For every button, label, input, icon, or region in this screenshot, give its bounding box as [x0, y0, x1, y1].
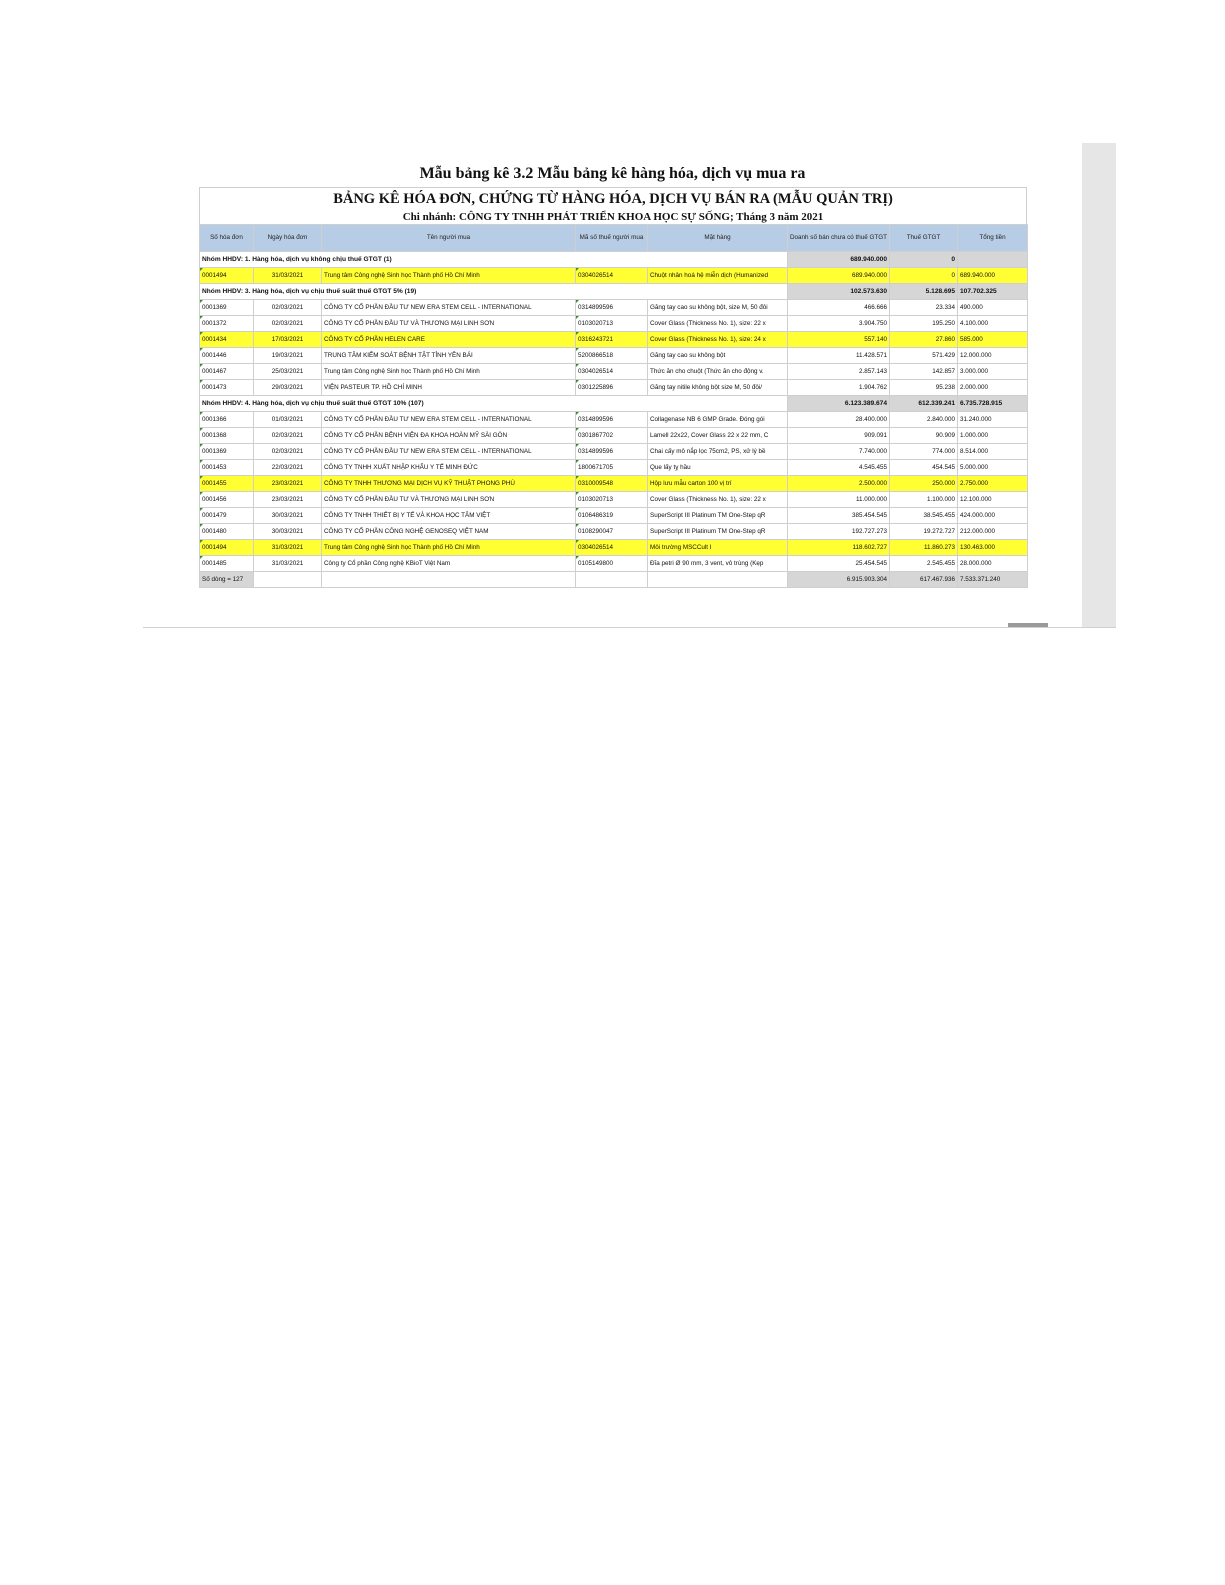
table-row	[200, 412, 1028, 428]
total-cell[interactable]: 31.240.000	[958, 412, 1028, 428]
group-label-cell[interactable]: Nhóm HHDV: 4. Hàng hóa, dịch vụ chịu thuế suất thuế GTGT 10% (107)	[200, 396, 788, 412]
invoice-date-cell[interactable]: 01/03/2021	[254, 412, 322, 428]
group-label-cell[interactable]: Nhóm HHDV: 3. Hàng hóa, dịch vụ chịu thuế suất thuế GTGT 5% (19)	[200, 284, 788, 300]
item-cell[interactable]: Cover Glass (Thickness No. 1), size: 24 x	[648, 332, 788, 348]
invoice-date-cell[interactable]: 22/03/2021	[254, 460, 322, 476]
vat-cell[interactable]: 27.860	[890, 332, 958, 348]
buyer-name-cell[interactable]: Trung tâm Công nghệ Sinh học Thành phố Hồ Chí Minh	[322, 364, 576, 380]
header-row	[200, 225, 1028, 252]
sum-vat-cell[interactable]: 617.467.936	[890, 572, 958, 588]
invoice-no-cell[interactable]: 0001494	[200, 540, 254, 556]
buyer-name-cell[interactable]: CÔNG TY CỔ PHẦN ĐẦU TƯ NEW ERA STEM CELL - INTERNATIONAL	[322, 412, 576, 428]
total-cell[interactable]: 424.000.000	[958, 508, 1028, 524]
invoice-date-cell[interactable]: 23/03/2021	[254, 492, 322, 508]
item-cell[interactable]: Cover Glass (Thickness No. 1), size: 22 x	[648, 492, 788, 508]
revenue-cell[interactable]: 11.000.000	[788, 492, 890, 508]
vat-cell[interactable]: 571.429	[890, 348, 958, 364]
group-total-cell[interactable]	[958, 252, 1028, 268]
total-cell[interactable]: 490.000	[958, 300, 1028, 316]
vat-cell[interactable]: 11.860.273	[890, 540, 958, 556]
empty-cell[interactable]	[322, 572, 576, 588]
invoice-no-cell[interactable]: 0001473	[200, 380, 254, 396]
item-cell[interactable]: Găng tay cao su không bột, size M, 50 đôi	[648, 300, 788, 316]
invoice-date-cell[interactable]: 17/03/2021	[254, 332, 322, 348]
invoice-date-cell[interactable]: 19/03/2021	[254, 348, 322, 364]
buyer-tax-code-cell[interactable]: 0316243721	[576, 332, 648, 348]
buyer-name-cell[interactable]: CÔNG TY TNHH XUẤT NHẬP KHẨU Y TẾ MINH ĐỨC	[322, 460, 576, 476]
item-cell[interactable]: Găng tay nitile không bột size M, 50 đôi/	[648, 380, 788, 396]
vat-cell[interactable]: 2.840.000	[890, 412, 958, 428]
invoice-date-cell[interactable]: 02/03/2021	[254, 444, 322, 460]
item-cell[interactable]: Que lấy tỵ hầu	[648, 460, 788, 476]
summary-row	[200, 572, 1028, 588]
total-cell[interactable]: 130.463.000	[958, 540, 1028, 556]
vat-cell[interactable]: 19.272.727	[890, 524, 958, 540]
table-row	[200, 332, 1028, 348]
total-cell[interactable]: 1.000.000	[958, 428, 1028, 444]
table-row	[200, 348, 1028, 364]
group-revenue-cell[interactable]: 6.123.389.674	[788, 396, 890, 412]
revenue-cell[interactable]: 2.500.000	[788, 476, 890, 492]
table-row	[200, 556, 1028, 572]
item-cell[interactable]: Môi trường MSCCult I	[648, 540, 788, 556]
vat-cell[interactable]: 1.100.000	[890, 492, 958, 508]
vat-cell[interactable]: 142.857	[890, 364, 958, 380]
group-row	[200, 252, 1028, 268]
buyer-tax-code-cell[interactable]: 0314899596	[576, 300, 648, 316]
group-row	[200, 396, 1028, 412]
total-cell[interactable]: 4.100.000	[958, 316, 1028, 332]
buyer-name-cell[interactable]: CÔNG TY CỔ PHẦN ĐẦU TƯ VÀ THƯƠNG MẠI LINH SƠN	[322, 316, 576, 332]
table-row	[200, 268, 1028, 284]
group-total-cell[interactable]: 6.735.728.915	[958, 396, 1028, 412]
item-cell[interactable]: Chuột nhân hoá hệ miễn dịch (Humanized	[648, 268, 788, 284]
item-cell[interactable]: Hộp lưu mẫu carton 100 vị trí	[648, 476, 788, 492]
item-cell[interactable]: Thức ăn cho chuột (Thức ăn cho động v.	[648, 364, 788, 380]
invoice-date-cell[interactable]: 25/03/2021	[254, 364, 322, 380]
buyer-name-cell[interactable]: Trung tâm Công nghệ Sinh học Thành phố Hồ Chí Minh	[322, 540, 576, 556]
invoice-no-cell[interactable]: 0001494	[200, 268, 254, 284]
buyer-name-cell[interactable]: CÔNG TY TNHH THƯƠNG MẠI DỊCH VỤ KỸ THUẬT PHONG PHÚ	[322, 476, 576, 492]
invoice-date-cell[interactable]: 23/03/2021	[254, 476, 322, 492]
invoice-date-cell[interactable]: 02/03/2021	[254, 300, 322, 316]
buyer-name-cell[interactable]: CÔNG TY CỔ PHẦN HELEN CARE	[322, 332, 576, 348]
total-cell[interactable]: 2.750.000	[958, 476, 1028, 492]
total-cell[interactable]: 212.000.000	[958, 524, 1028, 540]
buyer-tax-code-cell[interactable]: 0304026514	[576, 268, 648, 284]
col-header-total[interactable]: Tổng tiền	[958, 225, 1028, 252]
table-row	[200, 460, 1028, 476]
total-cell[interactable]: 5.000.000	[958, 460, 1028, 476]
item-cell[interactable]: Chai cấy mô nắp lọc 75cm2, PS, xử lý bề	[648, 444, 788, 460]
invoice-table	[199, 224, 1028, 588]
invoice-date-cell[interactable]: 29/03/2021	[254, 380, 322, 396]
vat-cell[interactable]: 2.545.455	[890, 556, 958, 572]
revenue-cell[interactable]: 3.904.750	[788, 316, 890, 332]
total-cell[interactable]: 28.000.000	[958, 556, 1028, 572]
group-total-cell[interactable]: 107.702.325	[958, 284, 1028, 300]
invoice-date-cell[interactable]: 31/03/2021	[254, 268, 322, 284]
buyer-tax-code-cell[interactable]: 0103020713	[576, 492, 648, 508]
revenue-cell[interactable]: 385.454.545	[788, 508, 890, 524]
col-header-buyer-name[interactable]: Tên người mua	[322, 225, 576, 252]
revenue-cell[interactable]: 557.140	[788, 332, 890, 348]
invoice-date-cell[interactable]: 31/03/2021	[254, 540, 322, 556]
empty-cell[interactable]	[648, 572, 788, 588]
buyer-name-cell[interactable]: CÔNG TY CỔ PHẦN ĐẦU TƯ NEW ERA STEM CELL - INTERNATIONAL	[322, 300, 576, 316]
invoice-date-cell[interactable]: 31/03/2021	[254, 556, 322, 572]
buyer-tax-code-cell[interactable]: 0314899596	[576, 444, 648, 460]
item-cell[interactable]: Găng tay cao su không bột	[648, 348, 788, 364]
buyer-name-cell[interactable]: CÔNG TY TNHH THIẾT BỊ Y TẾ VÀ KHOA HỌC TÂM VIỆT	[322, 508, 576, 524]
sum-revenue-cell[interactable]: 6.915.903.304	[788, 572, 890, 588]
spreadsheet	[199, 187, 1027, 588]
table-row	[200, 476, 1028, 492]
buyer-name-cell[interactable]: Công ty Cổ phần Công nghệ KBioT Việt Nam	[322, 556, 576, 572]
col-header-item[interactable]: Mặt hàng	[648, 225, 788, 252]
total-cell[interactable]: 12.100.000	[958, 492, 1028, 508]
buyer-tax-code-cell[interactable]: 0304026514	[576, 540, 648, 556]
buyer-tax-code-cell[interactable]: 0108290047	[576, 524, 648, 540]
buyer-tax-code-cell[interactable]: 0310009548	[576, 476, 648, 492]
buyer-tax-code-cell[interactable]: 5200866518	[576, 348, 648, 364]
col-header-revenue[interactable]: Doanh số bán chưa có thuế GTGT	[788, 225, 890, 252]
revenue-cell[interactable]: 909.091	[788, 428, 890, 444]
buyer-name-cell[interactable]: Trung tâm Công nghệ Sinh học Thành phố Hồ Chí Minh	[322, 268, 576, 284]
table-row	[200, 492, 1028, 508]
buyer-name-cell[interactable]: CÔNG TY CỔ PHẦN ĐẦU TƯ NEW ERA STEM CELL - INTERNATIONAL	[322, 444, 576, 460]
buyer-name-cell[interactable]: CÔNG TY CỔ PHẦN ĐẦU TƯ VÀ THƯƠNG MẠI LINH SƠN	[322, 492, 576, 508]
invoice-no-cell[interactable]: 0001485	[200, 556, 254, 572]
col-header-vat[interactable]: Thuế GTGT	[890, 225, 958, 252]
buyer-tax-code-cell[interactable]: 0103020713	[576, 316, 648, 332]
group-vat-cell[interactable]: 0	[890, 252, 958, 268]
col-header-invoice-date[interactable]: Ngày hóa đơn	[254, 225, 322, 252]
table-row	[200, 380, 1028, 396]
group-vat-cell[interactable]: 5.128.695	[890, 284, 958, 300]
table-row	[200, 316, 1028, 332]
table-row	[200, 428, 1028, 444]
table-row	[200, 444, 1028, 460]
vertical-scrollbar[interactable]	[1082, 143, 1116, 627]
sum-total-cell[interactable]: 7.533.371.240	[958, 572, 1028, 588]
item-cell[interactable]: SuperScript III Platinum TM One-Step qR	[648, 508, 788, 524]
buyer-tax-code-cell[interactable]: 0304026514	[576, 364, 648, 380]
col-header-invoice-no[interactable]: Số hóa đơn	[200, 225, 254, 252]
vat-cell[interactable]: 454.545	[890, 460, 958, 476]
invoice-no-cell[interactable]: 0001456	[200, 492, 254, 508]
revenue-cell[interactable]: 28.400.000	[788, 412, 890, 428]
group-row	[200, 284, 1028, 300]
total-cell[interactable]: 3.000.000	[958, 364, 1028, 380]
revenue-cell[interactable]: 192.727.273	[788, 524, 890, 540]
invoice-no-cell[interactable]: 0001372	[200, 316, 254, 332]
vat-cell[interactable]: 774.000	[890, 444, 958, 460]
total-cell[interactable]: 8.514.000	[958, 444, 1028, 460]
empty-cell[interactable]	[254, 572, 322, 588]
invoice-date-cell[interactable]: 30/03/2021	[254, 524, 322, 540]
revenue-cell[interactable]: 2.857.143	[788, 364, 890, 380]
total-cell[interactable]: 689.940.000	[958, 268, 1028, 284]
vat-cell[interactable]: 195.250	[890, 316, 958, 332]
invoice-date-cell[interactable]: 02/03/2021	[254, 428, 322, 444]
item-cell[interactable]: Lamell 22x22, Cover Glass 22 x 22 mm, C	[648, 428, 788, 444]
group-label-cell[interactable]: Nhóm HHDV: 1. Hàng hóa, dịch vụ không chịu thuế GTGT (1)	[200, 252, 788, 268]
total-cell[interactable]: 2.000.000	[958, 380, 1028, 396]
revenue-cell[interactable]: 11.428.571	[788, 348, 890, 364]
vat-cell[interactable]: 90.909	[890, 428, 958, 444]
item-cell[interactable]: Collagenase NB 6 GMP Grade. Đóng gói	[648, 412, 788, 428]
revenue-cell[interactable]: 118.602.727	[788, 540, 890, 556]
buyer-tax-code-cell[interactable]: 0301225896	[576, 380, 648, 396]
group-revenue-cell[interactable]: 689.940.000	[788, 252, 890, 268]
group-vat-cell[interactable]: 612.339.241	[890, 396, 958, 412]
invoice-no-cell[interactable]: 0001369	[200, 300, 254, 316]
buyer-tax-code-cell[interactable]: 1800671705	[576, 460, 648, 476]
invoice-no-cell[interactable]: 0001467	[200, 364, 254, 380]
document-caption: Mẫu bảng kê 3.2 Mẫu bảng kê hàng hóa, dịch vụ mua ra	[419, 165, 806, 182]
item-cell[interactable]: Cover Glass (Thickness No. 1), size: 22 x	[648, 316, 788, 332]
item-cell[interactable]: Đĩa petri Ø 90 mm, 3 vent, vô trùng (Kẹp	[648, 556, 788, 572]
buyer-tax-code-cell[interactable]: 0314899596	[576, 412, 648, 428]
vat-cell[interactable]: 250.000	[890, 476, 958, 492]
horizontal-scroll-thumb[interactable]	[1008, 623, 1048, 627]
table-row	[200, 540, 1028, 556]
vat-cell[interactable]: 38.545.455	[890, 508, 958, 524]
invoice-no-cell[interactable]: 0001369	[200, 444, 254, 460]
vat-cell[interactable]: 23.334	[890, 300, 958, 316]
invoice-no-cell[interactable]: 0001434	[200, 332, 254, 348]
vat-cell[interactable]: 95.238	[890, 380, 958, 396]
invoice-date-cell[interactable]: 02/03/2021	[254, 316, 322, 332]
buyer-name-cell[interactable]: CÔNG TY CỔ PHẦN CÔNG NGHỆ GENOSEQ VIỆT NAM	[322, 524, 576, 540]
invoice-no-cell[interactable]: 0001455	[200, 476, 254, 492]
table-row	[200, 508, 1028, 524]
revenue-cell[interactable]: 466.666	[788, 300, 890, 316]
total-cell[interactable]: 585.000	[958, 332, 1028, 348]
revenue-cell[interactable]: 7.740.000	[788, 444, 890, 460]
buyer-tax-code-cell[interactable]: 0105149800	[576, 556, 648, 572]
table-row	[200, 300, 1028, 316]
invoice-no-cell[interactable]: 0001368	[200, 428, 254, 444]
vat-cell[interactable]: 0	[890, 268, 958, 284]
table-row	[200, 524, 1028, 540]
group-revenue-cell[interactable]: 102.573.630	[788, 284, 890, 300]
buyer-name-cell[interactable]: CÔNG TY CỔ PHẦN BỆNH VIỆN ĐA KHOA HOÀN MỸ SÀI GÒN	[322, 428, 576, 444]
total-cell[interactable]: 12.000.000	[958, 348, 1028, 364]
invoice-date-cell[interactable]: 30/03/2021	[254, 508, 322, 524]
buyer-tax-code-cell[interactable]: 0301867702	[576, 428, 648, 444]
revenue-cell[interactable]: 689.940.000	[788, 268, 890, 284]
invoice-no-cell[interactable]: 0001366	[200, 412, 254, 428]
revenue-cell[interactable]: 1.904.762	[788, 380, 890, 396]
buyer-name-cell[interactable]: TRUNG TÂM KIỂM SOÁT BỆNH TẬT TỈNH YÊN BÁI	[322, 348, 576, 364]
revenue-cell[interactable]: 4.545.455	[788, 460, 890, 476]
buyer-tax-code-cell[interactable]: 0106486319	[576, 508, 648, 524]
invoice-no-cell[interactable]: 0001479	[200, 508, 254, 524]
item-cell[interactable]: SuperScript III Platinum TM One-Step qR	[648, 524, 788, 540]
invoice-no-cell[interactable]: 0001446	[200, 348, 254, 364]
table-row	[200, 364, 1028, 380]
sheet-subtitle: Chi nhánh: CÔNG TY TNHH PHÁT TRIỂN KHOA HỌC SỰ SỐNG; Tháng 3 năm 2021	[199, 210, 1027, 224]
revenue-cell[interactable]: 25.454.545	[788, 556, 890, 572]
invoice-no-cell[interactable]: 0001453	[200, 460, 254, 476]
sheet-title: BẢNG KÊ HÓA ĐƠN, CHỨNG TỪ HÀNG HÓA, DỊCH VỤ BÁN RA (MẪU QUẢN TRỊ)	[199, 187, 1027, 210]
empty-cell[interactable]	[576, 572, 648, 588]
invoice-no-cell[interactable]: 0001480	[200, 524, 254, 540]
buyer-name-cell[interactable]: VIỆN PASTEUR TP. HỒ CHÍ MINH	[322, 380, 576, 396]
col-header-buyer-tax-code[interactable]: Mã số thuế người mua	[576, 225, 648, 252]
row-count-cell[interactable]: Số dòng = 127	[200, 572, 254, 588]
